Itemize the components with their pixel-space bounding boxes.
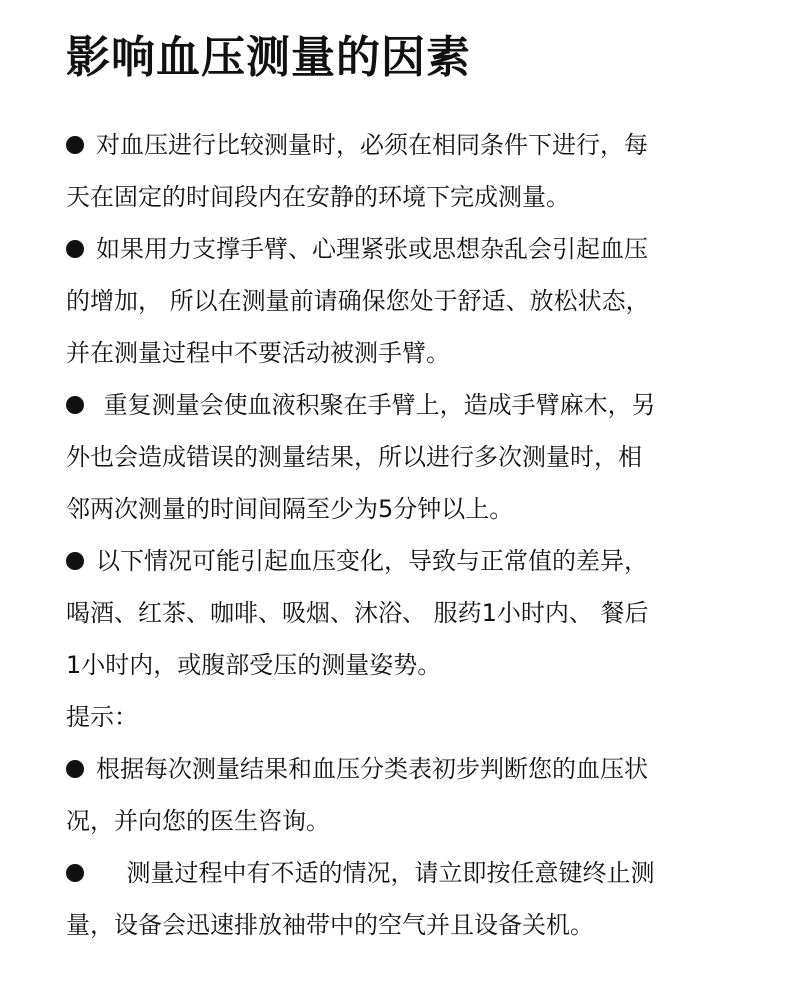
- list-item-text: 以下情况可能引起血压变化，导致与正常值的差异，: [96, 547, 648, 575]
- list-item-line: [66, 171, 706, 223]
- list-item-line: [66, 119, 706, 171]
- list-item-text: 重复测量会使血液积聚在手臂上，造成手臂麻木，另: [96, 391, 656, 419]
- list-item-text: 天在固定的时间段内在安静的环境下完成测量。: [66, 183, 570, 211]
- list-item-line: [66, 899, 706, 951]
- list-item-line: [66, 431, 706, 483]
- list-item-text: 的增加， 所以在测量前请确保您处于舒适、放松状态，: [66, 287, 650, 315]
- bullet-icon: [66, 136, 84, 154]
- list-item-text: 测量过程中有不适的情况，请立即按任意键终止测: [96, 859, 655, 887]
- list-item-line: [66, 743, 706, 795]
- list-item-text: 外也会造成错误的测量结果，所以进行多次测量时，相: [66, 443, 642, 471]
- list-item-text: 根据每次测量结果和血压分类表初步判断您的血压状: [96, 755, 648, 783]
- tip-heading-text: 提示：: [66, 703, 138, 731]
- list-item-text: 喝酒、红茶、咖啡、吸烟、沐浴、 服药1小时内、 餐后: [66, 599, 649, 627]
- bullet-icon: [66, 552, 84, 570]
- list-item-text: 邻两次测量的时间间隔至少为5分钟以上。: [66, 495, 514, 523]
- list-item-line: [66, 327, 706, 379]
- list-item-text: 如果用力支撑手臂、心理紧张或思想杂乱会引起血压: [96, 235, 648, 263]
- list-item-line: [66, 275, 706, 327]
- page-title: 影响血压测量的因素: [66, 32, 471, 83]
- list-item-line: [66, 795, 706, 847]
- bullet-icon: [66, 864, 84, 882]
- list-item-text: 1小时内，或腹部受压的测量姿势。: [66, 651, 442, 679]
- list-item-line: [66, 847, 706, 899]
- list-item-text: 并在测量过程中不要活动被测手臂。: [66, 339, 450, 367]
- list-item-line: [66, 483, 706, 535]
- bullet-icon: [66, 396, 84, 414]
- list-item-text: 况，并向您的医生咨询。: [66, 807, 330, 835]
- factor-list: [66, 119, 706, 951]
- list-item-line: [66, 223, 706, 275]
- list-item-line: [66, 587, 706, 639]
- list-item-line: [66, 639, 706, 691]
- list-item-line: [66, 535, 706, 587]
- list-item-text: 量，设备会迅速排放袖带中的空气并且设备关机。: [66, 911, 594, 939]
- tip-heading: [66, 691, 706, 743]
- list-item-line: [66, 379, 706, 431]
- bullet-icon: [66, 760, 84, 778]
- bullet-icon: [66, 240, 84, 258]
- list-item-text: 对血压进行比较测量时，必须在相同条件下进行，每: [96, 131, 648, 159]
